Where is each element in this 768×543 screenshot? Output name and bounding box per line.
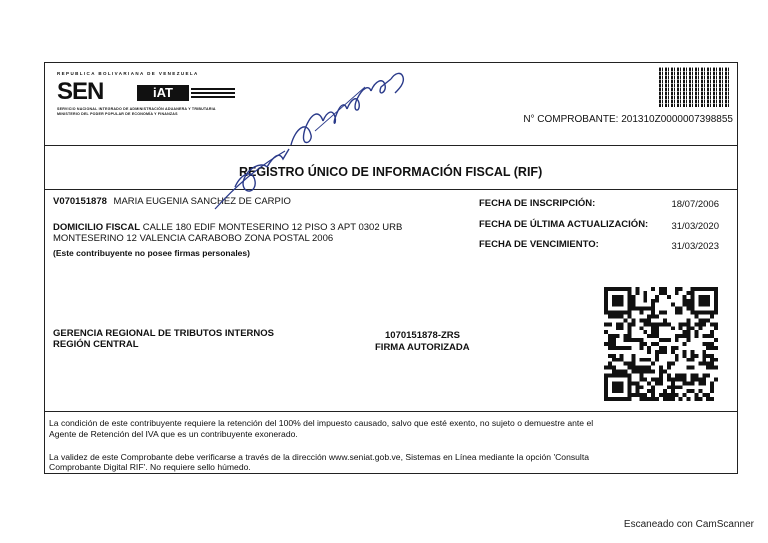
actualizacion-value: 31/03/2020 [671, 221, 719, 232]
flag-stripes-icon [191, 88, 235, 98]
inscripcion-value: 18/07/2006 [671, 199, 719, 210]
footer-line-3: La validez de este Comprobante debe verificarse a través de la dirección www.seniat.gob.ve, Sistemas en Línea mediante la opción 'Consulta [49, 452, 590, 462]
republica-header: REPUBLICA BOLIVARIANA DE VENEZUELA [57, 71, 199, 76]
vencimiento-label: FECHA DE VENCIMIENTO: [479, 239, 599, 250]
actualizacion-label: FECHA DE ÚLTIMA ACTUALIZACIÓN: [479, 219, 649, 230]
divider [45, 145, 737, 146]
region-label: REGIÓN CENTRAL [53, 339, 139, 350]
taxpayer-id-line [53, 197, 291, 208]
logo-subtitle-1: SERVICIO NACIONAL INTEGRADO DE ADMINISTRACIÓN ADUANERA Y TRIBUTARIA [57, 107, 216, 111]
firma-code: 1070151878-ZRS [385, 330, 460, 341]
rif-certificate [44, 62, 738, 474]
firma-autorizada-label: FIRMA AUTORIZADA [375, 342, 470, 353]
qr-code-icon [603, 287, 719, 401]
divider [45, 189, 737, 190]
domicilio-text-1: CALLE 180 EDIF MONTESERINO 12 PISO 3 APT 0302 URB [142, 222, 403, 233]
comprobante-label: N° COMPROBANTE: [523, 114, 619, 125]
taxpayer-name: MARIA EUGENIA SANCHEZ DE CARPIO [113, 196, 291, 207]
page-title: REGISTRO ÚNICO DE INFORMACIÓN FISCAL (RIF) [239, 165, 543, 179]
vencimiento-value: 31/03/2023 [671, 241, 719, 252]
comprobante-value: 201310Z0000007398855 [621, 114, 733, 125]
scanner-watermark: Escaneado con CamScanner [623, 519, 754, 530]
inscripcion-label: FECHA DE INSCRIPCIÓN: [479, 198, 596, 209]
footer-line-2: Agente de Retención del IVA que es un contribuyente exonerado. [49, 429, 298, 439]
logo-badge: iAT [137, 85, 189, 101]
footer-line-1: La condición de este contribuyente requiere la retención del 100% del impuesto causado, salvo que esté exento, no sujeto o demuestre ante el [49, 418, 594, 428]
domicilio-label: DOMICILIO FISCAL [53, 222, 141, 233]
domicilio-text-2: MONTESERINO 12 VALENCIA CARABOBO ZONA POSTAL 2006 [53, 233, 334, 244]
seniat-logo [53, 69, 243, 125]
barcode-icon [659, 67, 731, 107]
logo-word: SEN [57, 78, 104, 105]
logo-subtitle-2: MINISTERIO DEL PODER POPULAR DE ECONOMÍA Y FINANZAS [57, 112, 178, 116]
gerencia-label: GERENCIA REGIONAL DE TRIBUTOS INTERNOS [53, 328, 274, 339]
rif-number: V070151878 [53, 196, 107, 207]
comprobante-number [523, 114, 733, 126]
footer-line-4: Comprobante Digital RIF'. No requiere sello húmedo. [49, 462, 251, 472]
divider [45, 411, 737, 412]
firmas-note: (Este contribuyente no posee firmas personales) [53, 248, 250, 258]
